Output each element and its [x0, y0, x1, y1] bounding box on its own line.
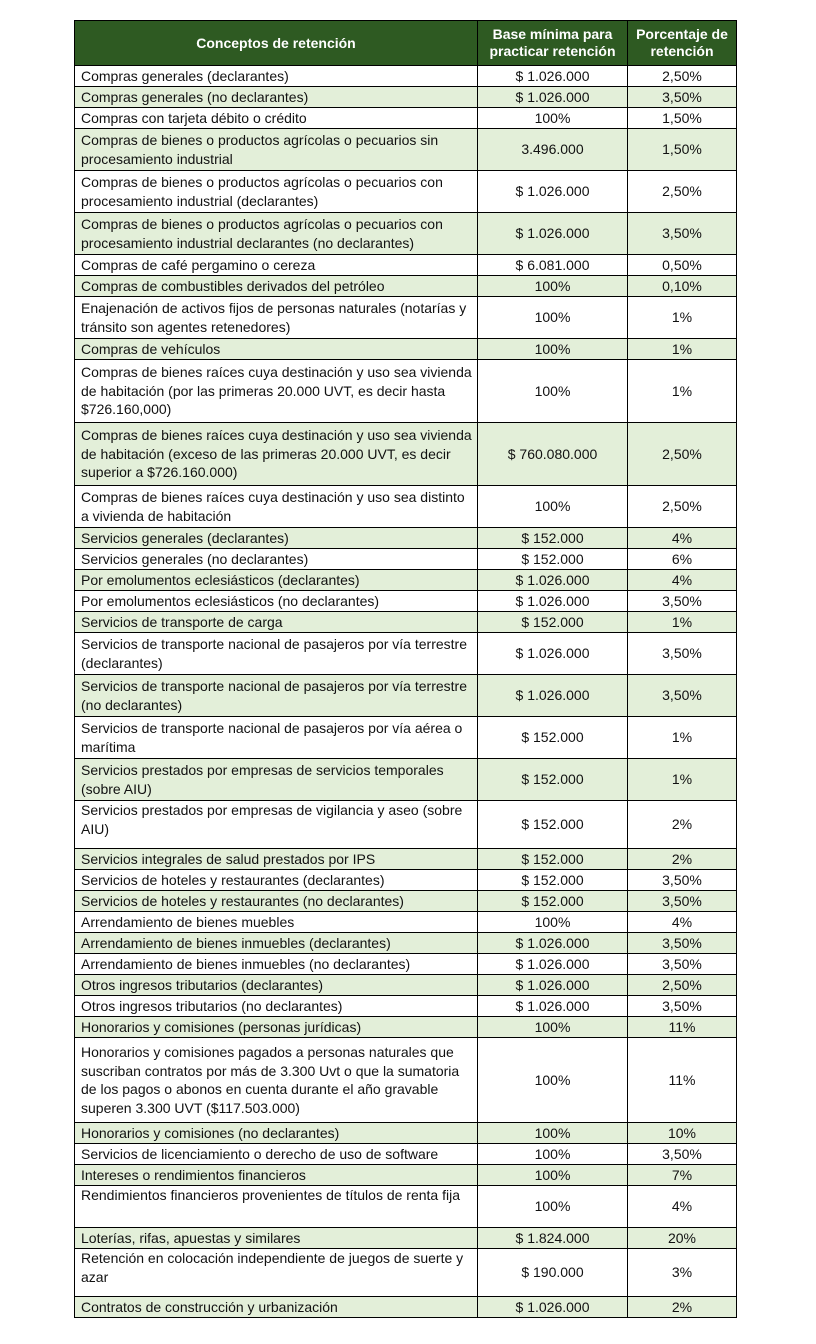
percentage-cell: 1,50% — [628, 129, 737, 171]
percentage-cell: 2,50% — [628, 975, 737, 996]
table-row — [75, 339, 737, 360]
min-base-cell: 100% — [478, 339, 628, 360]
concept-cell: Servicios generales (declarantes) — [75, 528, 478, 549]
percentage-cell: 2,50% — [628, 171, 737, 213]
percentage-cell: 3,50% — [628, 675, 737, 717]
min-base-cell: 100% — [478, 1186, 628, 1228]
concept-cell: Compras de vehículos — [75, 339, 478, 360]
table-row — [75, 1123, 737, 1144]
header-concepts: Conceptos de retención — [75, 21, 478, 66]
concept-cell: Arrendamiento de bienes muebles — [75, 912, 478, 933]
min-base-cell: 100% — [478, 1123, 628, 1144]
table-row — [75, 870, 737, 891]
table-row — [75, 87, 737, 108]
concept-cell: Otros ingresos tributarios (no declarantes) — [75, 996, 478, 1017]
concept-cell: Servicios generales (no declarantes) — [75, 549, 478, 570]
concept-cell: Retención en colocación independiente de juegos de suerte y azar — [75, 1249, 478, 1297]
min-base-cell: $ 1.026.000 — [478, 633, 628, 675]
table-row — [75, 1038, 737, 1123]
concept-cell: Honorarios y comisiones pagados a personas naturales que suscriban contratos por más de 3.300 Uvt o que la sumatoria de los pagos o abonos en cuenta durante el año gravable superen 3.300 UVT ($117.503.000) — [75, 1038, 478, 1123]
table-row — [75, 66, 737, 87]
percentage-cell: 7% — [628, 1165, 737, 1186]
percentage-cell: 3,50% — [628, 87, 737, 108]
min-base-cell: 100% — [478, 276, 628, 297]
table-row — [75, 591, 737, 612]
min-base-cell: 100% — [478, 912, 628, 933]
concept-cell: Por emolumentos eclesiásticos (declarantes) — [75, 570, 478, 591]
table-row — [75, 213, 737, 255]
table-row — [75, 108, 737, 129]
concept-cell: Arrendamiento de bienes inmuebles (no declarantes) — [75, 954, 478, 975]
header-percentage: Porcentaje de retención — [628, 21, 737, 66]
percentage-cell: 3,50% — [628, 996, 737, 1017]
table-row — [75, 801, 737, 849]
percentage-cell: 20% — [628, 1228, 737, 1249]
concept-cell: Honorarios y comisiones (no declarantes) — [75, 1123, 478, 1144]
table-row — [75, 1165, 737, 1186]
table-row — [75, 528, 737, 549]
min-base-cell: $ 152.000 — [478, 528, 628, 549]
percentage-cell: 4% — [628, 912, 737, 933]
table-row — [75, 891, 737, 912]
concept-cell: Otros ingresos tributarios (declarantes) — [75, 975, 478, 996]
min-base-cell: $ 1.026.000 — [478, 1297, 628, 1318]
percentage-cell: 2,50% — [628, 486, 737, 528]
header-min-base: Base mínima para practicar retención — [478, 21, 628, 66]
concept-cell: Compras de bienes o productos agrícolas o pecuarios con procesamiento industrial declarantes (no declarantes) — [75, 213, 478, 255]
concept-cell: Compras generales (no declarantes) — [75, 87, 478, 108]
percentage-cell: 2,50% — [628, 66, 737, 87]
percentage-cell: 1% — [628, 759, 737, 801]
table-row — [75, 675, 737, 717]
percentage-cell: 3,50% — [628, 633, 737, 675]
concept-cell: Servicios de transporte nacional de pasajeros por vía aérea o marítima — [75, 717, 478, 759]
table-row — [75, 612, 737, 633]
percentage-cell: 1% — [628, 360, 737, 423]
concept-cell: Compras de bienes o productos agrícolas o pecuarios sin procesamiento industrial — [75, 129, 478, 171]
percentage-cell: 3,50% — [628, 954, 737, 975]
concept-cell: Compras de bienes o productos agrícolas o pecuarios con procesamiento industrial (declarantes) — [75, 171, 478, 213]
table-row — [75, 849, 737, 870]
table-row — [75, 1228, 737, 1249]
concept-cell: Compras de combustibles derivados del petróleo — [75, 276, 478, 297]
concept-cell: Compras de café pergamino o cereza — [75, 255, 478, 276]
percentage-cell: 3,50% — [628, 933, 737, 954]
percentage-cell: 3% — [628, 1249, 737, 1297]
concept-cell: Servicios de transporte nacional de pasajeros por vía terrestre (no declarantes) — [75, 675, 478, 717]
percentage-cell: 3,50% — [628, 891, 737, 912]
table-row — [75, 996, 737, 1017]
min-base-cell: 100% — [478, 360, 628, 423]
percentage-cell: 1% — [628, 612, 737, 633]
min-base-cell: $ 152.000 — [478, 759, 628, 801]
min-base-cell: $ 152.000 — [478, 801, 628, 849]
min-base-cell: 100% — [478, 1144, 628, 1165]
percentage-cell: 0,50% — [628, 255, 737, 276]
min-base-cell: 100% — [478, 108, 628, 129]
min-base-cell: $ 1.026.000 — [478, 954, 628, 975]
table-row — [75, 1297, 737, 1318]
percentage-cell: 4% — [628, 528, 737, 549]
min-base-cell: $ 1.026.000 — [478, 570, 628, 591]
min-base-cell: $ 1.026.000 — [478, 591, 628, 612]
percentage-cell: 11% — [628, 1038, 737, 1123]
concept-cell: Honorarios y comisiones (personas jurídicas) — [75, 1017, 478, 1038]
percentage-cell: 3,50% — [628, 1144, 737, 1165]
min-base-cell: $ 1.026.000 — [478, 213, 628, 255]
min-base-cell: 100% — [478, 1017, 628, 1038]
table-row — [75, 954, 737, 975]
percentage-cell: 2% — [628, 849, 737, 870]
concept-cell: Servicios de hoteles y restaurantes (declarantes) — [75, 870, 478, 891]
concept-cell: Contratos de construcción y urbanización — [75, 1297, 478, 1318]
min-base-cell: 100% — [478, 297, 628, 339]
concept-cell: Servicios de transporte nacional de pasajeros por vía terrestre (declarantes) — [75, 633, 478, 675]
concept-cell: Compras con tarjeta débito o crédito — [75, 108, 478, 129]
min-base-cell: $ 1.026.000 — [478, 675, 628, 717]
concept-cell: Enajenación de activos fijos de personas naturales (notarías y tránsito son agentes retenedores) — [75, 297, 478, 339]
table-row — [75, 276, 737, 297]
min-base-cell: 100% — [478, 486, 628, 528]
min-base-cell: $ 1.026.000 — [478, 171, 628, 213]
min-base-cell: $ 760.080.000 — [478, 423, 628, 486]
table-row — [75, 717, 737, 759]
percentage-cell: 1% — [628, 717, 737, 759]
concept-cell: Servicios prestados por empresas de vigilancia y aseo (sobre AIU) — [75, 801, 478, 849]
min-base-cell: $ 6.081.000 — [478, 255, 628, 276]
table-row — [75, 255, 737, 276]
concept-cell: Servicios de licenciamiento o derecho de uso de software — [75, 1144, 478, 1165]
min-base-cell: $ 152.000 — [478, 717, 628, 759]
table-row — [75, 1249, 737, 1297]
table-row — [75, 975, 737, 996]
percentage-cell: 2,50% — [628, 423, 737, 486]
concept-cell: Servicios integrales de salud prestados por IPS — [75, 849, 478, 870]
percentage-cell: 11% — [628, 1017, 737, 1038]
percentage-cell: 1% — [628, 297, 737, 339]
min-base-cell: 100% — [478, 1165, 628, 1186]
table-row — [75, 633, 737, 675]
table-row — [75, 171, 737, 213]
table-row — [75, 570, 737, 591]
table-row — [75, 423, 737, 486]
percentage-cell: 1% — [628, 339, 737, 360]
concept-cell: Compras de bienes raíces cuya destinación y uso sea vivienda de habitación (exceso de las primeras 20.000 UVT, es decir superior a $726.160.000) — [75, 423, 478, 486]
percentage-cell: 10% — [628, 1123, 737, 1144]
table-row — [75, 549, 737, 570]
concept-cell: Servicios prestados por empresas de servicios temporales (sobre AIU) — [75, 759, 478, 801]
percentage-cell: 4% — [628, 570, 737, 591]
min-base-cell: $ 1.026.000 — [478, 996, 628, 1017]
table-row — [75, 1017, 737, 1038]
min-base-cell: $ 152.000 — [478, 849, 628, 870]
table-row — [75, 360, 737, 423]
percentage-cell: 2% — [628, 801, 737, 849]
min-base-cell: $ 1.026.000 — [478, 975, 628, 996]
min-base-cell: $ 152.000 — [478, 891, 628, 912]
table-body — [75, 66, 737, 1318]
retention-table-container — [74, 20, 736, 1318]
concept-cell: Intereses o rendimientos financieros — [75, 1165, 478, 1186]
concept-cell: Compras generales (declarantes) — [75, 66, 478, 87]
percentage-cell: 2% — [628, 1297, 737, 1318]
min-base-cell: $ 152.000 — [478, 549, 628, 570]
table-row — [75, 912, 737, 933]
percentage-cell: 3,50% — [628, 591, 737, 612]
concept-cell: Compras de bienes raíces cuya destinación y uso sea distinto a vivienda de habitación — [75, 486, 478, 528]
table-row — [75, 1144, 737, 1165]
table-row — [75, 1186, 737, 1228]
min-base-cell: $ 152.000 — [478, 612, 628, 633]
table-row — [75, 297, 737, 339]
concept-cell: Servicios de hoteles y restaurantes (no declarantes) — [75, 891, 478, 912]
min-base-cell: $ 1.824.000 — [478, 1228, 628, 1249]
table-row — [75, 486, 737, 528]
table-header-row — [75, 21, 737, 66]
percentage-cell: 4% — [628, 1186, 737, 1228]
min-base-cell: $ 152.000 — [478, 870, 628, 891]
concept-cell: Por emolumentos eclesiásticos (no declarantes) — [75, 591, 478, 612]
percentage-cell: 1,50% — [628, 108, 737, 129]
percentage-cell: 6% — [628, 549, 737, 570]
percentage-cell: 3,50% — [628, 213, 737, 255]
table-row — [75, 933, 737, 954]
table-row — [75, 759, 737, 801]
concept-cell: Rendimientos financieros provenientes de títulos de renta fija — [75, 1186, 478, 1228]
concept-cell: Arrendamiento de bienes inmuebles (declarantes) — [75, 933, 478, 954]
concept-cell: Loterías, rifas, apuestas y similares — [75, 1228, 478, 1249]
percentage-cell: 3,50% — [628, 870, 737, 891]
min-base-cell: $ 1.026.000 — [478, 66, 628, 87]
min-base-cell: 100% — [478, 1038, 628, 1123]
concept-cell: Servicios de transporte de carga — [75, 612, 478, 633]
retention-table — [74, 20, 737, 1318]
min-base-cell: $ 1.026.000 — [478, 933, 628, 954]
min-base-cell: $ 190.000 — [478, 1249, 628, 1297]
min-base-cell: $ 1.026.000 — [478, 87, 628, 108]
percentage-cell: 0,10% — [628, 276, 737, 297]
table-row — [75, 129, 737, 171]
min-base-cell: 3.496.000 — [478, 129, 628, 171]
concept-cell: Compras de bienes raíces cuya destinación y uso sea vivienda de habitación (por las primeras 20.000 UVT, es decir hasta $726.160,000) — [75, 360, 478, 423]
